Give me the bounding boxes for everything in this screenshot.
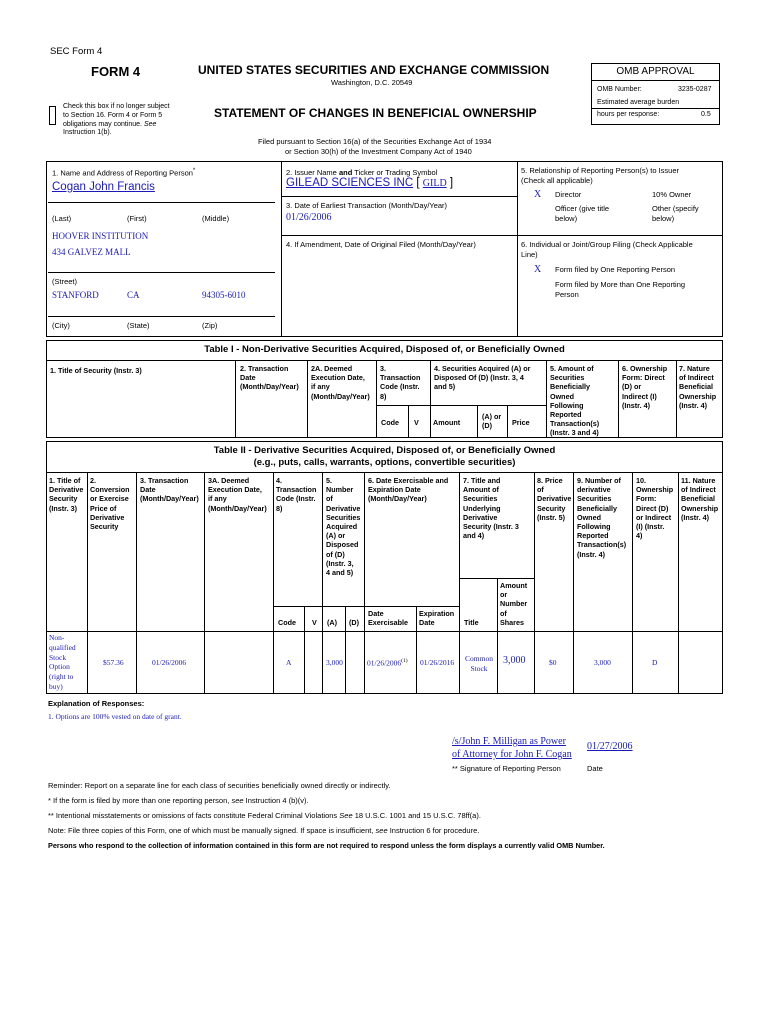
omb-divider-2: [591, 108, 720, 109]
agency-city: Washington, D.C. 20549: [331, 78, 413, 87]
issuer-name-line: GILEAD SCIENCES INC [ GILD ]: [286, 177, 454, 189]
table-row-underlying-title: Common Stock: [465, 654, 493, 673]
t2-col-nature: 11. Nature of Indirect Beneficial Ownership (Instr. 4): [681, 476, 719, 522]
note-double-star: ** Intentional misstatements or omissions of facts constitute Federal Criminal Violations See 18 U.S.C. 1001 and 15 U.S.C. 78ff(a).: [48, 811, 481, 820]
note-star: * If the form is filed by more than one reporting person, see Instruction 4 (b)(v).: [48, 796, 309, 805]
t2-col-owned: 9. Number of derivative Securities Beneficially Owned Following Reported Transaction(s) (Instr. 4): [577, 476, 627, 559]
director-label: Director: [555, 190, 582, 199]
divider: [573, 472, 574, 694]
table-row-underlying-amount: 3,000: [503, 655, 526, 666]
t2-col-number: 5. Number of Derivative Securities Acquired (A) or Disposed of (D) (Instr. 3, 4 and 5): [326, 476, 361, 578]
t2-col-code: 4. Transaction Code (Instr. 8): [276, 476, 317, 513]
city-value: STANFORD: [52, 290, 99, 300]
divider: [534, 472, 535, 694]
divider: [364, 606, 459, 607]
t1-col-ownership-form: 6. Ownership Form: Direct (D) or Indirect (I) (Instr. 4): [622, 364, 668, 410]
state-label: (State): [127, 321, 150, 330]
omb-hours-value: 0.5: [701, 111, 711, 118]
divider: [204, 472, 205, 694]
state-value: CA: [127, 290, 140, 300]
one-person-label: Form filed by One Reporting Person: [555, 265, 676, 274]
divider: [364, 472, 365, 694]
omb-notice: Persons who respond to the collection of information contained in this form are not required to respond unless the form displays a currently valid OMB Number.: [48, 841, 605, 850]
more-person-label: Form filed by More than One Reporting Person: [555, 280, 686, 299]
t2-col-title: 1. Title of Derivative Security (Instr. 3): [49, 476, 84, 513]
address-line-2: 434 GALVEZ MALL: [52, 247, 131, 257]
filed-pursuant-line-1: Filed pursuant to Section 16(a) of the Securities Exchange Act of 1934: [258, 137, 492, 146]
zip-value: 94305-6010: [202, 290, 246, 300]
officer-label: Officer (give title below): [555, 204, 610, 223]
divider: [632, 472, 633, 694]
signature-text: /s/John F. Milligan as Power of Attorney for John F. Cogan: [452, 736, 572, 760]
t2-col-price: 8. Price of Derivative Security (Instr. 5): [537, 476, 572, 522]
divider: [48, 316, 275, 317]
divider: [46, 631, 723, 632]
divider: [87, 472, 88, 694]
t1-col-amount-owned: 5. Amount of Securities Beneficially Owned Following Reported Transaction(s) (Instr. 3 and 4): [550, 364, 600, 438]
reminder-text: Reminder: Report on a separate line for each class of securities beneficially owned directly or indirectly.: [48, 781, 391, 790]
t1-sub-code: Code: [381, 418, 399, 427]
t2-sub-exercisable: Date Exercisable: [368, 609, 408, 628]
table-row-owned-after: 3,000: [594, 658, 611, 667]
divider: [304, 606, 305, 694]
checkbox-instructions: Check this box if no longer subject to Section 16. Form 4 or Form 5 obligations may continue. See Instruction 1(b).: [63, 103, 170, 137]
table-2-title-2: (e.g., puts, calls, warrants, options, convertible securities): [253, 457, 516, 468]
table-row-conversion-price: $57.36: [103, 658, 124, 667]
omb-approval-title: OMB APPROVAL: [616, 66, 695, 77]
divider: [273, 472, 274, 694]
divider: [281, 196, 517, 197]
t1-col-deemed: 2A. Deemed Execution Date, if any (Month/Day/Year): [311, 364, 370, 401]
table-row-trans-date: 01/26/2006: [152, 658, 187, 667]
omb-hours-label: hours per response:: [597, 111, 660, 118]
divider: [235, 360, 236, 438]
director-checkmark[interactable]: X: [534, 189, 542, 200]
issuer-label: 2. Issuer Name and Ticker or Trading Symbol: [286, 168, 438, 177]
divider: [345, 606, 346, 694]
divider: [48, 272, 275, 273]
address-line-1: HOOVER INSTITUTION: [52, 231, 149, 241]
table-row-expiration: 01/26/2016: [420, 658, 455, 667]
table-row-code: A: [286, 658, 292, 667]
divider: [517, 161, 518, 337]
t2-sub-a: (A): [327, 618, 337, 627]
no-longer-subject-checkbox[interactable]: [49, 106, 56, 125]
agency-title: UNITED STATES SECURITIES AND EXCHANGE COMMISSION: [198, 63, 550, 77]
divider: [459, 578, 534, 579]
divider: [416, 606, 417, 694]
note-file-copies: Note: File three copies of this Form, one of which must be manually signed. If space is insufficient, see Instruction 6 for procedure.: [48, 826, 480, 835]
t1-col-code: 3. Transaction Code (Instr. 8): [380, 364, 421, 401]
divider: [618, 360, 619, 438]
divider: [273, 606, 364, 607]
divider: [477, 405, 478, 438]
divider: [46, 472, 723, 473]
t2-col-dates: 6. Date Exercisable and Expiration Date (Month/Day/Year): [368, 476, 449, 504]
t2-col-deemed: 3A. Deemed Execution Date, if any (Month/Day/Year): [208, 476, 267, 513]
table-row-deriv-price: $0: [549, 658, 557, 667]
t1-col-securities: 4. Securities Acquired (A) or Disposed Of (D) (Instr. 3, 4 and 5): [434, 364, 531, 392]
t2-sub-amount: Amount or Number of Shares: [500, 581, 528, 627]
first-label: (First): [127, 214, 147, 223]
t1-col-title: 1. Title of Security (Instr. 3): [50, 366, 142, 375]
t2-sub-expiration: Expiration Date: [419, 609, 455, 628]
reporting-person-label: 1. Name and Address of Reporting Person*: [52, 168, 196, 178]
t1-sub-v: V: [414, 418, 419, 427]
omb-number-value: 3235-0287: [678, 86, 712, 93]
other-label: Other (specify below): [652, 204, 699, 223]
issuer-ticker-link[interactable]: GILD: [422, 178, 447, 189]
table-row-amount-a: 3,000: [326, 658, 343, 667]
form-title: FORM 4: [91, 64, 141, 79]
filed-pursuant-line-2: or Section 30(h) of the Investment Company Act of 1940: [285, 147, 472, 156]
table-row-security-title: Non- qualified Stock Option (right to buy): [49, 633, 76, 691]
middle-label: (Middle): [202, 214, 230, 223]
table-1-title: Table I - Non-Derivative Securities Acquired, Disposed of, or Beneficially Owned: [204, 344, 565, 355]
issuer-name-link[interactable]: GILEAD SCIENCES INC: [286, 177, 414, 189]
divider: [678, 472, 679, 694]
signature-label: ** Signature of Reporting Person: [452, 764, 561, 773]
divider: [497, 578, 498, 694]
sec-form-label: SEC Form 4: [50, 46, 103, 57]
reporting-person-name-link[interactable]: Cogan John Francis: [52, 181, 155, 193]
divider: [48, 202, 275, 203]
t2-col-underlying: 7. Title and Amount of Securities Underlying Derivative Security (Instr. 3 and 4): [463, 476, 519, 541]
one-person-checkmark[interactable]: X: [534, 264, 542, 275]
divider: [408, 405, 409, 438]
city-label: (City): [52, 321, 70, 330]
t2-col-conversion: 2. Conversion or Exercise Price of Derivative Security: [90, 476, 130, 532]
divider: [136, 472, 137, 694]
t1-sub-amount: Amount: [433, 418, 461, 427]
divider: [281, 161, 282, 337]
divider: [307, 360, 308, 438]
statement-title: STATEMENT OF CHANGES IN BENEFICIAL OWNERSHIP: [214, 106, 537, 120]
divider: [507, 405, 508, 438]
divider: [281, 235, 723, 236]
t2-sub-title: Title: [464, 618, 479, 627]
divider: [546, 360, 547, 438]
amendment-label: 4. If Amendment, Date of Original Filed (Month/Day/Year): [286, 240, 476, 249]
explanation-note-1: 1. Options are 100% vested on date of grant.: [48, 712, 182, 721]
t1-sub-price: Price: [512, 418, 530, 427]
t1-col-date: 2. Transaction Date (Month/Day/Year): [240, 364, 299, 392]
t1-sub-aord: (A) or (D): [482, 412, 502, 431]
divider: [676, 360, 677, 438]
signature-date: 01/27/2006: [587, 741, 633, 752]
divider: [322, 472, 323, 694]
relationship-label: 5. Relationship of Reporting Person(s) to Issuer (Check all applicable): [521, 166, 679, 185]
t1-col-nature: 7. Nature of Indirect Beneficial Ownership (Instr. 4): [679, 364, 717, 410]
filing-label: 6. Individual or Joint/Group Filing (Check Applicable Line): [521, 240, 693, 259]
footnote-1-link[interactable]: (1): [401, 658, 408, 664]
earliest-transaction-label: 3. Date of Earliest Transaction (Month/Day/Year): [286, 201, 448, 210]
t2-col-trans-date: 3. Transaction Date (Month/Day/Year): [140, 476, 199, 504]
divider: [459, 472, 460, 694]
ten-pct-owner-label: 10% Owner: [652, 190, 692, 199]
omb-number-label: OMB Number:: [597, 86, 642, 93]
t2-col-ownership-form: 10. Ownership Form: Direct (D) or Indirect (I) (Instr. 4): [636, 476, 674, 541]
zip-label: (Zip): [202, 321, 218, 330]
divider: [46, 360, 723, 361]
divider: [430, 360, 431, 438]
signature-date-label: Date: [587, 764, 603, 773]
explanation-label: Explanation of Responses:: [48, 699, 145, 708]
table-row-exercisable: 01/26/2006$^{(1)}$: [367, 658, 408, 668]
street-label: (Street): [52, 277, 78, 286]
omb-burden-label: Estimated average burden: [597, 99, 680, 106]
last-label: (Last): [52, 214, 72, 223]
t2-sub-d: (D): [349, 618, 359, 627]
divider: [376, 405, 546, 406]
table-row-ownership-form: D: [652, 658, 658, 667]
earliest-transaction-date: 01/26/2006: [286, 212, 332, 223]
table-2-title-1: Table II - Derivative Securities Acquired, Disposed of, or Beneficially Owned: [213, 445, 556, 456]
omb-divider: [591, 80, 720, 81]
t2-sub-code: Code: [278, 618, 296, 627]
divider: [376, 360, 377, 438]
t2-sub-v: V: [312, 618, 317, 627]
